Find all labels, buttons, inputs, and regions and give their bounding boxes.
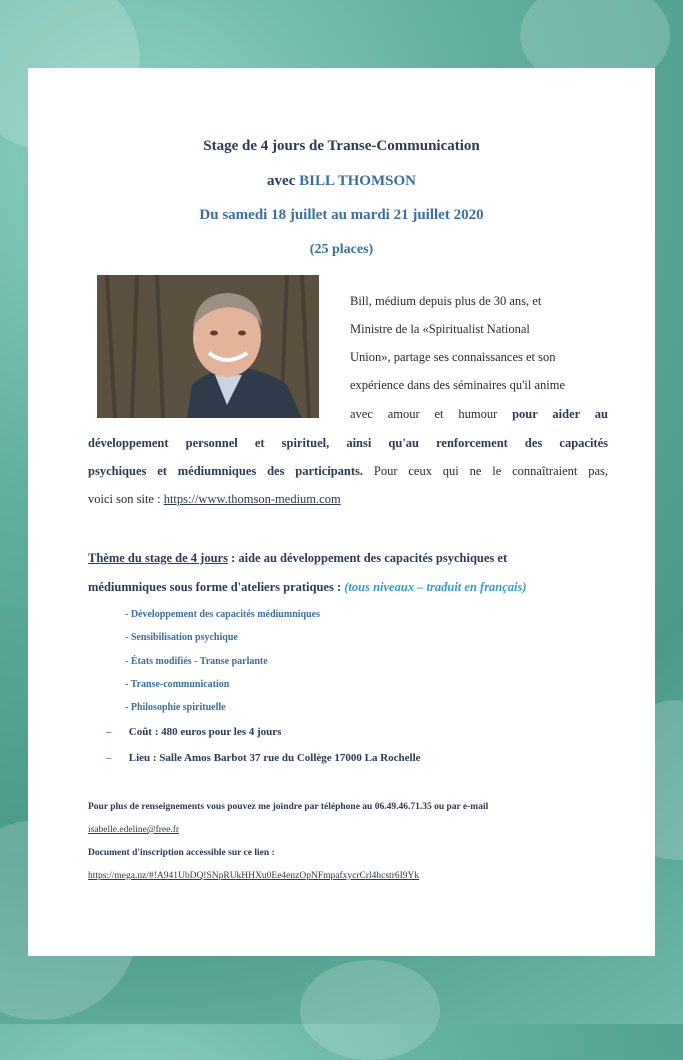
- bio-emphasis: développement personnel et spirituel, ainsi qu'au renforcement des capacités: [88, 436, 608, 450]
- cost-text: Coût : 480 euros pour les 4 jours: [128, 726, 282, 738]
- dash-bullet: –: [106, 726, 112, 738]
- speaker-photo: [97, 275, 319, 418]
- bio-line-4: expérience dans des séminaires qu'il anime: [350, 378, 566, 392]
- bio-text: Pour ceux qui ne le connaîtraient pas,: [373, 464, 609, 478]
- theme-text: : aide au développement des capacités psychiques et: [231, 551, 508, 565]
- bio-line-5: [350, 407, 608, 422]
- workshop-item: - États modifiés - Transe parlante: [125, 656, 268, 667]
- bio-line-1: Bill, médium depuis plus de 30 ans, et: [350, 294, 542, 308]
- bio-line-2: Ministre de la «Spiritualist National: [350, 322, 530, 336]
- speaker-line: [28, 173, 655, 190]
- bio-text: voici son site :: [88, 492, 161, 506]
- bio-emphasis: psychiques et médiumniques des participants.: [88, 464, 364, 478]
- bio-emphasis: pour aider au: [512, 407, 608, 421]
- email-link[interactable]: isabelle.edeline@free.fr: [88, 825, 180, 835]
- location-text: Lieu : Salle Amos Barbot 37 rue du Collège 17000 La Rochelle: [128, 752, 421, 764]
- event-dates: Du samedi 18 juillet au mardi 21 juillet 2020: [199, 207, 484, 223]
- bio-paragraph-line: [88, 492, 608, 507]
- page-title: Stage de 4 jours de Transe-Communication: [203, 138, 480, 154]
- background-bokeh: [300, 960, 440, 1060]
- avec-label: avec: [267, 173, 296, 189]
- workshop-item: - Transe-communication: [125, 679, 230, 690]
- bio-text: avec amour et humour: [350, 407, 498, 421]
- theme-text: médiumniques sous forme d'ateliers pratiques :: [88, 580, 342, 594]
- theme-label: Thème du stage de 4 jours: [88, 551, 228, 565]
- contact-info: Pour plus de renseignements vous pouvez me joindre par téléphone au 06.49.46.71.35 ou par e-mail: [88, 802, 489, 812]
- speaker-name: BILL THOMSON: [299, 173, 416, 189]
- cost-line: [106, 726, 281, 738]
- dash-bullet: –: [106, 752, 112, 764]
- theme-line-1: [88, 551, 608, 566]
- website-link[interactable]: https://www.thomson-medium.com: [163, 492, 341, 506]
- theme-line-2: [88, 580, 608, 595]
- location-line: [106, 752, 421, 764]
- flyer-page: [28, 68, 655, 956]
- workshop-item: - Sensibilisation psychique: [125, 632, 238, 643]
- bio-paragraph-line: [88, 464, 608, 479]
- workshop-item: - Développement des capacités médiumniques: [125, 609, 320, 620]
- theme-note: (tous niveaux – traduit en français): [344, 580, 527, 594]
- document-link[interactable]: https://mega.nz/#!A941UbDQ!SNpRUkHHXu0Ee4enzOpNFmpafxycrCrl4hcstr6I9Yk: [88, 871, 420, 881]
- speaker-photo-illustration: [97, 275, 319, 418]
- bio-line-3: Union», partage ses connaissances et son: [350, 350, 556, 364]
- bio-paragraph-line: [88, 436, 608, 451]
- document-label: Document d'inscription accessible sur ce lien :: [88, 848, 275, 858]
- places-count: (25 places): [309, 242, 374, 257]
- workshop-item: - Philosophie spirituelle: [125, 702, 226, 713]
